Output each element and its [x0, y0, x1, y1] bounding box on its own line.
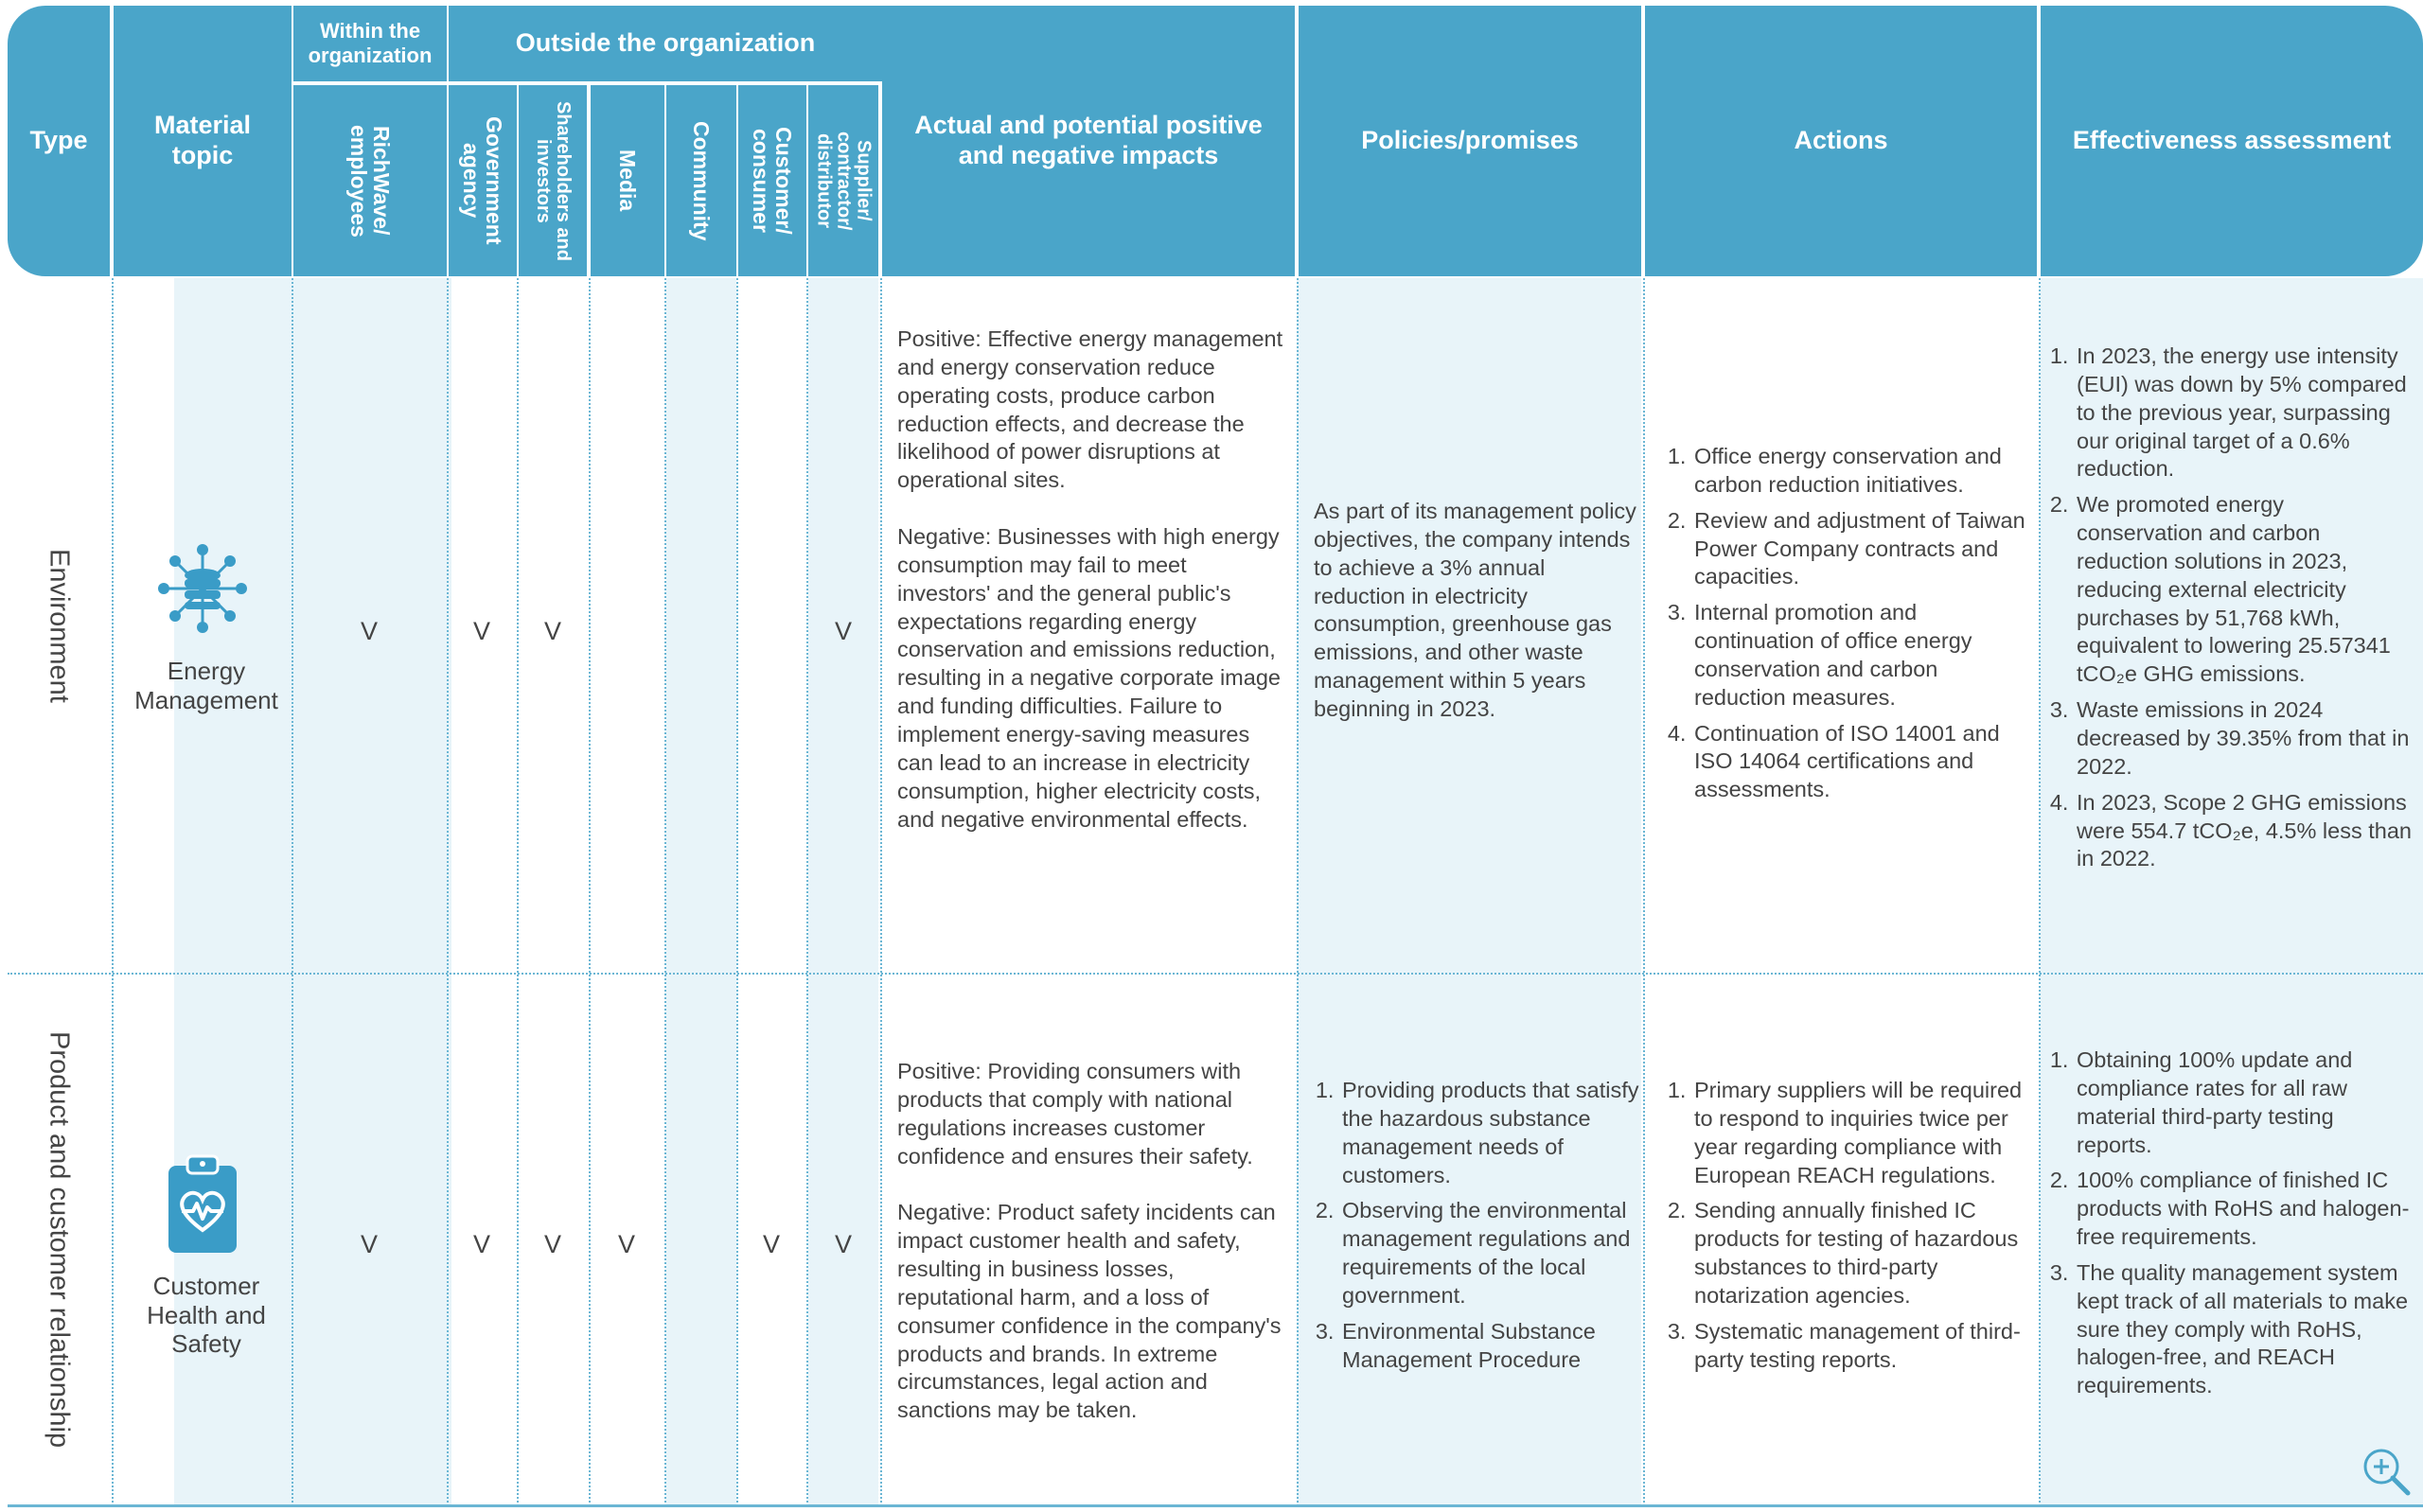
mark-government: V [472, 1230, 491, 1258]
col-divider [292, 278, 293, 1506]
actions-energy [1666, 443, 2035, 812]
mark-shareholders: V [543, 1230, 562, 1258]
header-policies-label: Policies/promises [1361, 126, 1579, 155]
impacts-customer [897, 1058, 1290, 1425]
header-material-topic [114, 6, 292, 276]
mark-customer: V [762, 1230, 781, 1258]
impact-positive: Positive: Providing consumers with products that comply with national regulations increases customer confidence and ensures their safety. [897, 1059, 1253, 1169]
header-effectiveness-label: Effectiveness assessment [2072, 126, 2392, 155]
effectiveness-item: 3. The quality management system kept track of all materials to make sure they comply with RoHS, halogen-free, and REACH requirements. [2075, 1259, 2413, 1400]
policy-text: As part of its management policy objectives, the company intends to achieve a 3% annual reduction in electricity consumption, greenhouse gas emissions, and other waste management within 5 years beginning in 2023. [1314, 499, 1636, 721]
actions-customer [1666, 1077, 2035, 1381]
header-stakeholder-customer [738, 85, 806, 276]
row-type-environment: Environment [44, 548, 75, 703]
header-actions [1645, 6, 2037, 276]
col-divider [112, 278, 114, 1506]
stakeholder-richwave-label: RichWave/ employees [346, 124, 395, 237]
effectiveness-energy [2048, 343, 2413, 881]
topic-customer-health-safety: Customer Health and Safety [147, 1272, 266, 1359]
policies-customer [1314, 1077, 1640, 1381]
topic-energy-management: Energy Management [134, 657, 278, 714]
col-bg-community-c [666, 278, 736, 1506]
row-type-product-customer: Product and customer relationship [44, 1030, 75, 1449]
col-divider [517, 278, 519, 1506]
header-within-organization [293, 6, 447, 81]
header-impacts-label: Actual and potential positive and negative impacts [914, 111, 1263, 169]
col-divider [806, 278, 808, 1506]
col-divider [880, 278, 882, 1506]
row-divider [8, 973, 2423, 975]
header-stakeholder-community [666, 85, 736, 276]
header-stakeholder-media [591, 85, 664, 276]
col-divider [1297, 278, 1299, 1506]
header-stakeholder-richwave [293, 85, 447, 276]
mark-supplier: V [834, 617, 853, 645]
effectiveness-item: 2. We promoted energy conservation and carbon reduction solutions in 2023, reducing external electricity purchases by 51,768 kWh, equivalent to lowering 25.57341 tCO₂e GHG emissions. [2075, 491, 2413, 689]
effectiveness-customer [2048, 1046, 2413, 1408]
col-divider [1643, 278, 1645, 1506]
action-item: 4. Continuation of ISO 14001 and ISO 14064 certifications and assessments. [1692, 720, 2035, 805]
header-impacts [882, 6, 1295, 276]
col-divider [664, 278, 666, 1506]
policies-energy [1314, 498, 1640, 724]
col-bg-shareholders [311, 278, 378, 1506]
effectiveness-item: 1. Obtaining 100% update and compliance rates for all raw material third-party testing reports. [2075, 1046, 2413, 1159]
impact-positive: Positive: Effective energy management and energy conservation reduce operating costs, produce carbon reduction effects, and decrease the likelihood of power disruptions at operational sites. [897, 326, 1283, 493]
action-item: 2. Review and adjustment of Taiwan Power Company contracts and capacities. [1692, 507, 2035, 592]
impacts-energy [897, 325, 1285, 834]
impact-negative: Negative: Product safety incidents can impact customer health and safety, resulting in business losses, reputational harm, and a loss of consumer confidence in the company's products and brands. In extreme circumstances, legal action and sanctions may be taken. [897, 1200, 1282, 1423]
policy-item: 2. Observing the environmental management regulations and requirements of the local government. [1340, 1197, 1640, 1310]
mark-media: V [617, 1230, 636, 1258]
mark-richwave: V [360, 1230, 379, 1258]
impact-negative: Negative: Businesses with high energy consumption may fail to meet investors' and the general public's expectations regarding energy conservation and emissions reduction, resulting in a negative corporate image and funding difficulties. Failure to implement energy-saving measures can lead to an increase in electricity consumption, higher electricity costs, and negative environmental effects. [897, 524, 1281, 832]
policy-item: 3. Environmental Substance Management Procedure [1340, 1318, 1640, 1375]
stakeholder-shareholders-label: Shareholders and investors [533, 100, 574, 261]
mark-supplier: V [834, 1230, 853, 1258]
header-outside-organization [449, 6, 882, 81]
header-type-label: Type [29, 126, 88, 155]
table-bottom-border [8, 1504, 2423, 1507]
mark-richwave: V [360, 617, 379, 645]
effectiveness-item: 1. In 2023, the energy use intensity (EUI) was down by 5% compared to the previous year, surpassing our original target of a 0.6% reduction. [2075, 343, 2413, 483]
col-bg-supplier [808, 278, 878, 1506]
col-divider [447, 278, 449, 1506]
col-divider [589, 278, 591, 1506]
header-type [8, 6, 110, 276]
col-divider [2039, 278, 2041, 1506]
effectiveness-item: 3. Waste emissions in 2024 decreased by 39.35% from that in 2022. [2075, 696, 2413, 782]
clipboard-heartbeat-icon [163, 1152, 242, 1257]
action-item: 3. Systematic management of third-party testing reports. [1692, 1318, 2035, 1375]
header-policies [1299, 6, 1641, 276]
mark-shareholders: V [543, 617, 562, 645]
zoom-in-icon[interactable] [2361, 1446, 2412, 1497]
header-actions-label: Actions [1794, 126, 1888, 155]
mark-government: V [472, 617, 491, 645]
header-stakeholder-supplier [808, 85, 878, 276]
effectiveness-item: 4. In 2023, Scope 2 GHG emissions were 554.7 tCO₂e, 4.5% less than in 2022. [2075, 789, 2413, 874]
header-material-topic-label: Material topic [153, 111, 252, 169]
header-within-organization-label: Within the organization [308, 19, 433, 67]
stakeholder-supplier-label: Supplier/ contractor/ distributor [813, 131, 875, 231]
action-item: 1. Office energy conservation and carbon reduction initiatives. [1692, 443, 2035, 500]
stakeholder-community-label: Community [689, 120, 715, 241]
stakeholder-media-label: Media [615, 149, 641, 212]
action-item: 3. Internal promotion and continuation of office energy conservation and carbon reduction measures. [1692, 599, 2035, 712]
material-topics-table [8, 6, 2423, 1512]
policy-item: 1. Providing products that satisfy the hazardous substance management needs of customers. [1340, 1077, 1640, 1189]
effectiveness-item: 2. 100% compliance of finished IC products with RoHS and halogen-free requirements. [2075, 1167, 2413, 1252]
stakeholder-customer-label: Customer/ consumer [749, 127, 797, 235]
energy-database-network-icon [155, 541, 250, 636]
action-item: 1. Primary suppliers will be required to respond to inquiries twice per year regarding compliance with European REACH regulations. [1692, 1077, 2035, 1189]
header-effectiveness [2041, 6, 2423, 276]
col-divider [736, 278, 738, 1506]
header-stakeholder-government [449, 85, 517, 276]
header-stakeholder-shareholders [519, 85, 587, 276]
header-outside-organization-label: Outside the organization [515, 28, 816, 58]
stakeholder-government-label: Government agency [459, 116, 507, 245]
action-item: 2. Sending annually finished IC products for testing of hazardous substances to third-party notarization agencies. [1692, 1197, 2035, 1310]
